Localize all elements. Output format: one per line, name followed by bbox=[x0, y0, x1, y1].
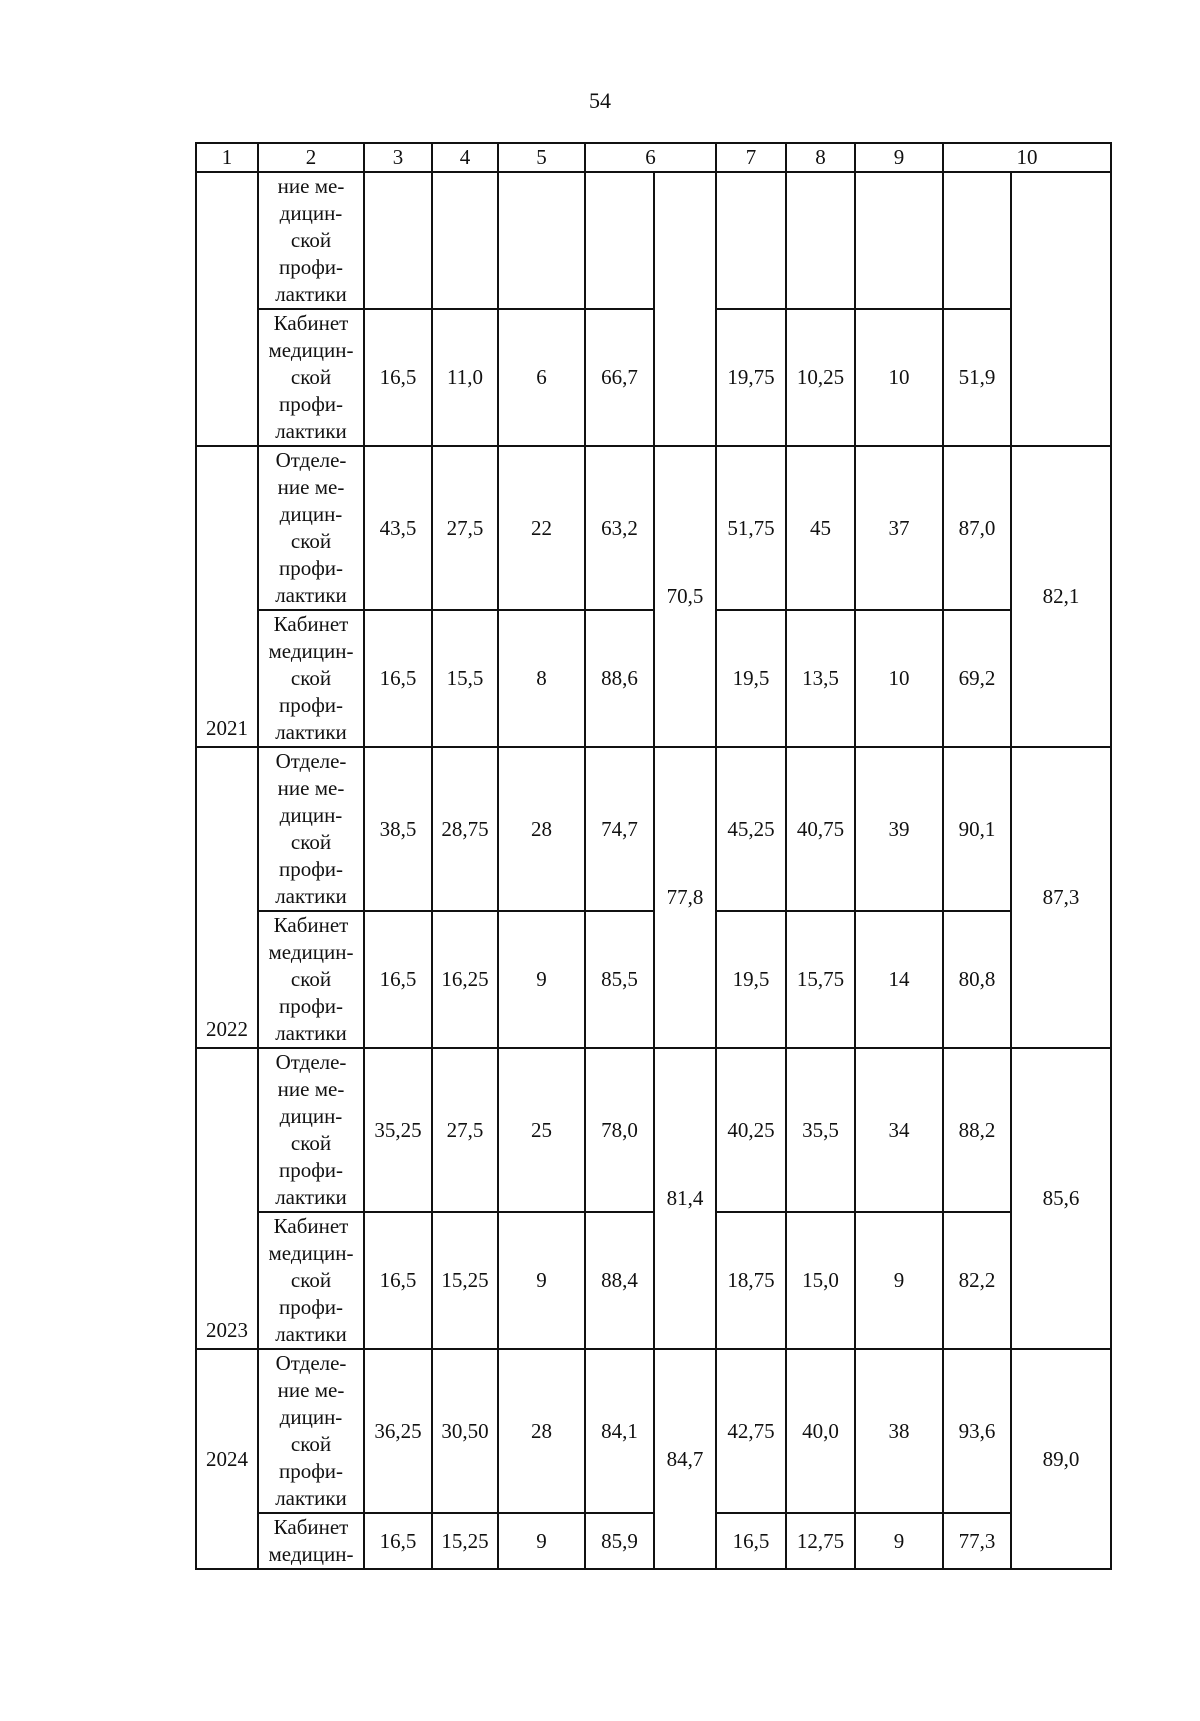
cell: 66,7 bbox=[585, 309, 654, 446]
cell: 9 bbox=[498, 1212, 585, 1349]
row-name: Отделе- ние ме- дицин- ской профи- лактики bbox=[258, 1349, 364, 1513]
cell: 15,25 bbox=[432, 1212, 498, 1349]
total-cell bbox=[1011, 172, 1111, 446]
cell bbox=[585, 172, 654, 309]
cell: 84,1 bbox=[585, 1349, 654, 1513]
row-name: Кабинет медицин- ской профи- лактики bbox=[258, 911, 364, 1048]
cell: 28 bbox=[498, 747, 585, 911]
table-row bbox=[196, 1513, 1111, 1569]
row-name: Отделе- ние ме- дицин- ской профи- лактики bbox=[258, 1048, 364, 1212]
cell: 16,5 bbox=[364, 309, 432, 446]
cell: 88,6 bbox=[585, 610, 654, 747]
cell: 63,2 bbox=[585, 446, 654, 610]
year-cell: 2024 bbox=[196, 1349, 258, 1569]
cell: 9 bbox=[498, 911, 585, 1048]
cell: 78,0 bbox=[585, 1048, 654, 1212]
cell: 51,9 bbox=[943, 309, 1011, 446]
cell: 37 bbox=[855, 446, 943, 610]
year-cell bbox=[196, 172, 258, 446]
cell: 19,5 bbox=[716, 610, 786, 747]
total-cell: 85,6 bbox=[1011, 1048, 1111, 1349]
cell: 27,5 bbox=[432, 446, 498, 610]
cell: 16,5 bbox=[716, 1513, 786, 1569]
row-name: Кабинет медицин- ской профи- лактики bbox=[258, 1212, 364, 1349]
cell: 11,0 bbox=[432, 309, 498, 446]
cell: 16,25 bbox=[432, 911, 498, 1048]
cell: 38 bbox=[855, 1349, 943, 1513]
cell: 28 bbox=[498, 1349, 585, 1513]
col-header: 9 bbox=[855, 143, 943, 172]
cell: 77,3 bbox=[943, 1513, 1011, 1569]
row-name: Отделе- ние ме- дицин- ской профи- лактики bbox=[258, 747, 364, 911]
row-name: ние ме- дицин- ской профи- лактики bbox=[258, 172, 364, 309]
year-cell: 2022 bbox=[196, 747, 258, 1048]
cell: 19,75 bbox=[716, 309, 786, 446]
cell bbox=[716, 172, 786, 309]
cell bbox=[786, 172, 855, 309]
cell: 16,5 bbox=[364, 1513, 432, 1569]
table-row bbox=[196, 446, 1111, 610]
row-name: Кабинет медицин- ской профи- лактики bbox=[258, 610, 364, 747]
col-header: 7 bbox=[716, 143, 786, 172]
header-row bbox=[196, 143, 1111, 172]
row-name: Отделе- ние ме- дицин- ской профи- лактики bbox=[258, 446, 364, 610]
cell: 9 bbox=[855, 1212, 943, 1349]
total-cell: 84,7 bbox=[654, 1349, 716, 1569]
table-row bbox=[196, 1212, 1111, 1349]
cell: 43,5 bbox=[364, 446, 432, 610]
statistics-table bbox=[195, 142, 1112, 1570]
cell: 10 bbox=[855, 610, 943, 747]
total-cell: 81,4 bbox=[654, 1048, 716, 1349]
cell: 16,5 bbox=[364, 911, 432, 1048]
col-header: 1 bbox=[196, 143, 258, 172]
col-header: 6 bbox=[585, 143, 716, 172]
cell: 90,1 bbox=[943, 747, 1011, 911]
col-header: 2 bbox=[258, 143, 364, 172]
cell: 35,25 bbox=[364, 1048, 432, 1212]
total-cell: 87,3 bbox=[1011, 747, 1111, 1048]
cell: 88,2 bbox=[943, 1048, 1011, 1212]
cell: 15,0 bbox=[786, 1212, 855, 1349]
cell: 30,50 bbox=[432, 1349, 498, 1513]
cell: 40,0 bbox=[786, 1349, 855, 1513]
cell: 93,6 bbox=[943, 1349, 1011, 1513]
cell: 74,7 bbox=[585, 747, 654, 911]
year-cell: 2021 bbox=[196, 446, 258, 747]
table-row bbox=[196, 172, 1111, 309]
col-header: 3 bbox=[364, 143, 432, 172]
cell: 13,5 bbox=[786, 610, 855, 747]
year-cell: 2023 bbox=[196, 1048, 258, 1349]
cell bbox=[364, 172, 432, 309]
table-row bbox=[196, 1048, 1111, 1212]
total-cell: 77,8 bbox=[654, 747, 716, 1048]
cell: 40,25 bbox=[716, 1048, 786, 1212]
col-header: 4 bbox=[432, 143, 498, 172]
cell bbox=[943, 172, 1011, 309]
cell: 51,75 bbox=[716, 446, 786, 610]
col-header: 5 bbox=[498, 143, 585, 172]
cell: 82,2 bbox=[943, 1212, 1011, 1349]
table-row bbox=[196, 309, 1111, 446]
cell bbox=[855, 172, 943, 309]
cell: 19,5 bbox=[716, 911, 786, 1048]
cell: 10,25 bbox=[786, 309, 855, 446]
cell: 12,75 bbox=[786, 1513, 855, 1569]
cell: 42,75 bbox=[716, 1349, 786, 1513]
cell: 85,9 bbox=[585, 1513, 654, 1569]
table-row bbox=[196, 911, 1111, 1048]
row-name: Кабинет медицин- ской профи- лактики bbox=[258, 309, 364, 446]
table-row bbox=[196, 747, 1111, 911]
cell: 8 bbox=[498, 610, 585, 747]
cell: 9 bbox=[855, 1513, 943, 1569]
cell: 28,75 bbox=[432, 747, 498, 911]
cell: 36,25 bbox=[364, 1349, 432, 1513]
cell bbox=[432, 172, 498, 309]
cell: 18,75 bbox=[716, 1212, 786, 1349]
cell: 25 bbox=[498, 1048, 585, 1212]
cell: 22 bbox=[498, 446, 585, 610]
cell: 10 bbox=[855, 309, 943, 446]
cell: 9 bbox=[498, 1513, 585, 1569]
cell: 16,5 bbox=[364, 610, 432, 747]
cell: 27,5 bbox=[432, 1048, 498, 1212]
cell: 39 bbox=[855, 747, 943, 911]
table-row bbox=[196, 610, 1111, 747]
cell: 16,5 bbox=[364, 1212, 432, 1349]
total-cell: 82,1 bbox=[1011, 446, 1111, 747]
cell: 35,5 bbox=[786, 1048, 855, 1212]
cell: 88,4 bbox=[585, 1212, 654, 1349]
cell: 85,5 bbox=[585, 911, 654, 1048]
cell: 34 bbox=[855, 1048, 943, 1212]
cell: 15,75 bbox=[786, 911, 855, 1048]
cell: 40,75 bbox=[786, 747, 855, 911]
total-cell: 70,5 bbox=[654, 446, 716, 747]
cell: 15,5 bbox=[432, 610, 498, 747]
cell: 14 bbox=[855, 911, 943, 1048]
cell: 45,25 bbox=[716, 747, 786, 911]
col-header: 10 bbox=[943, 143, 1111, 172]
total-cell bbox=[654, 172, 716, 446]
cell: 87,0 bbox=[943, 446, 1011, 610]
col-header: 8 bbox=[786, 143, 855, 172]
row-name: Кабинет медицин- bbox=[258, 1513, 364, 1569]
cell: 69,2 bbox=[943, 610, 1011, 747]
page-number: 54 bbox=[589, 88, 611, 113]
cell: 6 bbox=[498, 309, 585, 446]
table-row bbox=[196, 1349, 1111, 1513]
cell: 38,5 bbox=[364, 747, 432, 911]
cell: 80,8 bbox=[943, 911, 1011, 1048]
cell bbox=[498, 172, 585, 309]
cell: 45 bbox=[786, 446, 855, 610]
cell: 15,25 bbox=[432, 1513, 498, 1569]
total-cell: 89,0 bbox=[1011, 1349, 1111, 1569]
